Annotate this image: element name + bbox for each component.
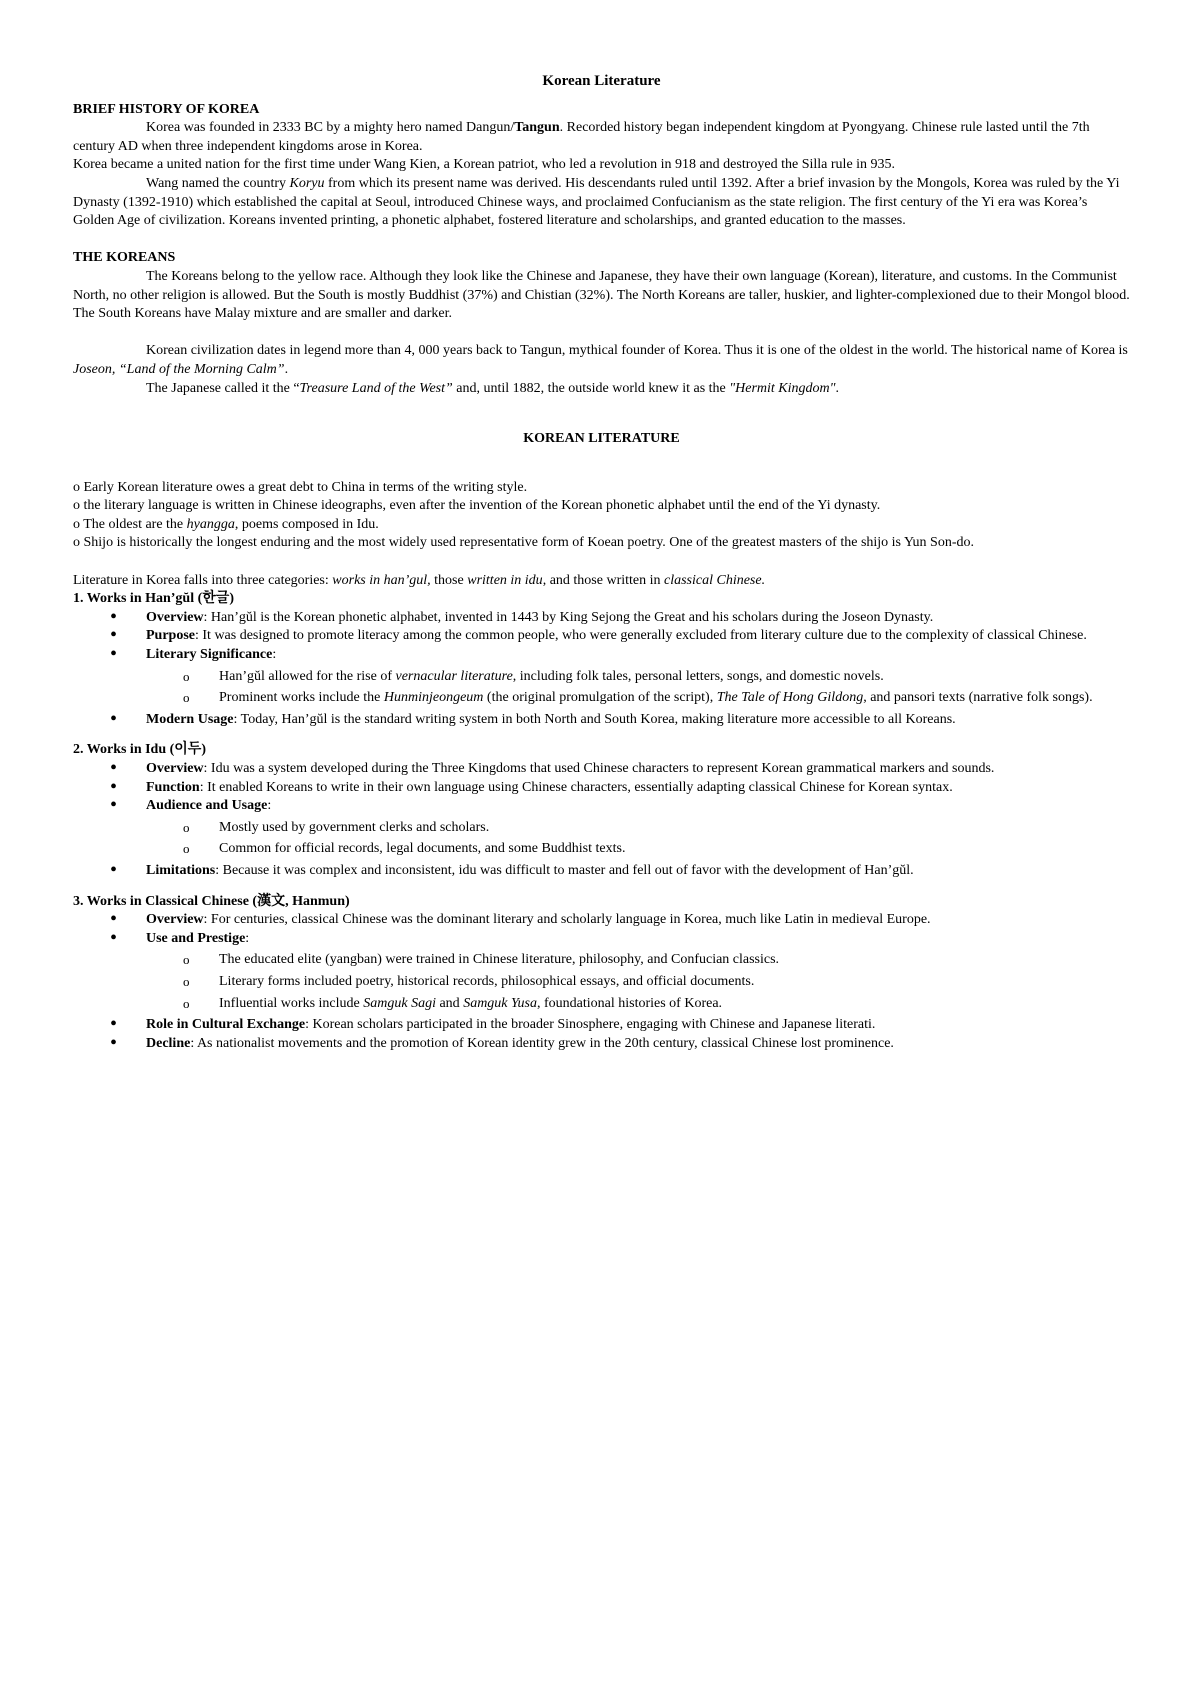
list-item [146, 646, 1130, 708]
sub-italic: vernacular literature [395, 668, 513, 684]
koreans-paragraph-1: The Koreans belong to the yellow race. Although they look like the Chinese and Japanese, they have their own language (Korean), literature, and customs. In the Communist North, no other religion is allowed. But the South is mostly Buddhist (37%) and Chistian (32%). The North Koreans are taller, huskier, and lighter-complexioned due to their Mongol blood. The South Koreans have Malay mixture and are smaller and darker. [73, 268, 1130, 322]
spacer [73, 231, 1130, 250]
item-label: Purpose [146, 628, 195, 644]
item-text: : It enabled Koreans to write in their own language using Chinese characters, essentially adapting classical Chinese for Korean syntax. [199, 779, 953, 795]
item-label: Limitations [146, 862, 216, 878]
sub-italic-2: Samguk Yusa [463, 995, 537, 1011]
hangul-list [73, 609, 1130, 730]
koreans-p3-text-mid: and, until 1882, the outside world knew it as the [452, 380, 730, 396]
koreans-p3-end: . [835, 380, 840, 396]
point-3-text: o The oldest are the [73, 516, 187, 532]
item-text: : [267, 798, 272, 814]
koreans-p2-text: Korean civilization dates in legend more than 4, 000 years back to Tangun, mythical founder of Korea. Thus it is one of the oldest in the world. The historical name of Korea is [146, 343, 1128, 359]
heading-works-classical-chinese: 3. Works in Classical Chinese (漢文, Hanmun) [73, 893, 350, 909]
item-text: : Korean scholars participated in the broader Sinosphere, engaging with Chinese and Japanese literati. [305, 1017, 876, 1033]
literature-point-3 [73, 516, 1130, 535]
item-text: : Idu was a system developed during the Three Kingdoms that used Chinese characters to represent Korean grammatical markers and sounds. [203, 761, 995, 776]
item-label: Use and Prestige [146, 930, 246, 946]
item-label: Decline [146, 1035, 191, 1051]
sub-text-mid: (the original promulgation of the script), [483, 690, 717, 706]
item-text: : For centuries, classical Chinese was the dominant literary and scholarly language in Korea, much like Latin in medieval Europe. [203, 912, 931, 928]
literature-categories [73, 572, 1130, 591]
categories-italic-3: classical Chinese. [664, 572, 766, 588]
categories-italic-2: written in idu [467, 572, 543, 588]
list-item [146, 627, 1130, 646]
categories-text-3: , and those written in [542, 572, 664, 588]
sub-list-item: o Literary forms included poetry, historical records, philosophical essays, and official documents. [219, 973, 1130, 992]
heading-works-idu: 2. Works in Idu (이두) [73, 742, 206, 758]
literature-point-2: o the literary language is written in Chinese ideographs, even after the invention of the Korean phonetic alphabet until the end of the Yi dynasty. [73, 498, 881, 514]
sub-text-end: , and pansori texts (narrative folk songs). [863, 690, 1093, 706]
history-paragraph-3 [73, 175, 1130, 231]
sub-text: Prominent works include the [219, 690, 384, 706]
classical-list [73, 911, 1130, 1053]
history-p3-text-end: from which its present name was derived. His descendants ruled until 1392. After a brief invasion by the Mongols, Korea was ruled by the Yi Dynasty (1392-1910) which established the capital at Seoul, introduced Chinese ways, and proclaimed Confucianism as the state religion. The first century of the Yi era was Korea’s Golden Age of civilization. Koreans invented printing, a phonetic alphabet, fostered literature and scholarships, and granted education to the masses. [73, 175, 1120, 229]
heading-works-hangul: 1. Works in Han’gŭl (한글) [73, 591, 234, 607]
item-label: Overview [146, 761, 204, 776]
history-p1-bold: Tangun [514, 120, 560, 136]
item-text: : As nationalist movements and the promotion of Korean identity grew in the 20th century, classical Chinese lost prominence. [190, 1035, 894, 1051]
koreans-p2-italic: Joseon, “Land of the Morning Calm” [73, 361, 285, 377]
spacer [73, 729, 1130, 741]
history-p1-text-end: . Recorded history began independent kingdom at Pyongyang. Chinese rule lasted until the 7th century AD when three independent kingdoms arose in Korea. [73, 120, 1090, 154]
document-title: Korean Literature [542, 73, 661, 89]
literature-point-4: o Shijo is historically the longest enduring and the most widely used representative form of Koean poetry. One of the greatest masters of the shijo is Yun Son-do. [73, 535, 974, 551]
heading-korean-literature: KOREAN LITERATURE [523, 431, 680, 447]
sub-text: Influential works include [219, 995, 364, 1011]
sub-list-item [219, 668, 1130, 687]
item-label: Function [146, 779, 200, 795]
sub-text-end: , including folk tales, personal letters, songs, and domestic novels. [512, 668, 884, 684]
spacer [73, 881, 1130, 893]
history-p3-italic: Koryu [289, 175, 325, 191]
literature-point-1: o Early Korean literature owes a great debt to China in terms of the writing style. [73, 479, 528, 495]
list-item [146, 609, 1130, 628]
item-label: Overview [146, 912, 204, 928]
list-item [146, 862, 1130, 881]
sub-list-item: o The educated elite (yangban) were trained in Chinese literature, philosophy, and Confucian classics. [219, 951, 1130, 970]
sub-italic-2: The Tale of Hong Gildong [716, 690, 864, 706]
sub-list-item [219, 995, 1130, 1014]
item-label: Overview [146, 609, 204, 625]
list-item [146, 711, 1130, 730]
point-3-end: , poems composed in Idu. [234, 516, 379, 532]
sub-list [146, 951, 1130, 1013]
sub-italic: Hunminjeongeum [383, 690, 484, 706]
categories-text: Literature in Korea falls into three categories: [73, 572, 333, 588]
list-item [146, 911, 1130, 930]
list-item [146, 760, 1130, 779]
idu-list [73, 760, 1130, 881]
koreans-p3-italic-2: "Hermit Kingdom" [729, 380, 836, 396]
sub-list-item [219, 689, 1130, 708]
item-text: : It was designed to promote literacy among the common people, who were generally excluded from literary culture due to the complexity of classical Chinese. [195, 628, 1087, 644]
item-text: : Today, Han’gŭl is the standard writing system in both North and South Korea, making literature more accessible to all Koreans. [233, 711, 956, 727]
item-text: : [272, 647, 277, 663]
list-item [146, 930, 1130, 1013]
list-item [146, 779, 1130, 798]
item-text: : Because it was complex and inconsistent, idu was difficult to master and fell out of favor with the development of Han’gŭl. [215, 862, 914, 878]
list-item [146, 797, 1130, 859]
sub-italic: Samguk Sagi [363, 995, 436, 1011]
history-p1-text: Korea was founded in 2333 BC by a mighty hero named Dangun/ [146, 120, 515, 136]
sub-text-mid: and [435, 995, 464, 1011]
spacer [73, 449, 1130, 479]
heading-brief-history: BRIEF HISTORY OF KOREA [73, 101, 260, 117]
sub-list-item: o Mostly used by government clerks and scholars. [219, 819, 1130, 838]
spacer [73, 398, 1130, 428]
koreans-p2-end: . [284, 361, 289, 377]
sub-list-item: o Common for official records, legal documents, and some Buddhist texts. [219, 840, 1130, 859]
heading-the-koreans: THE KOREANS [73, 250, 176, 266]
item-label: Audience and Usage [146, 798, 268, 814]
spacer [73, 553, 1130, 572]
item-text: : Han’gŭl is the Korean phonetic alphabet, invented in 1443 by King Sejong the Great and his scholars during the Joseon Dynasty. [203, 609, 934, 625]
list-item [146, 1035, 1130, 1054]
item-label: Role in Cultural Exchange [146, 1017, 306, 1033]
item-label: Modern Usage [146, 711, 234, 727]
sub-text-end: , foundational histories of Korea. [536, 995, 723, 1011]
koreans-p3-italic: Treasure Land of the West” [299, 380, 453, 396]
sub-list [146, 819, 1130, 859]
sub-list [146, 668, 1130, 708]
categories-italic-1: works in han’gul, [332, 572, 431, 588]
history-paragraph-2: Korea became a united nation for the first time under Wang Kien, a Korean patriot, who led a revolution in 918 and destroyed the Silla rule in 935. [73, 157, 896, 173]
koreans-paragraph-2 [73, 342, 1130, 379]
list-item [146, 1016, 1130, 1035]
history-paragraph-1 [73, 119, 1130, 156]
item-label: Literary Significance [146, 647, 273, 663]
point-3-italic: hyangga [186, 516, 235, 532]
koreans-paragraph-3 [73, 380, 1130, 399]
spacer [73, 324, 1130, 343]
koreans-p3-text: The Japanese called it the “ [146, 380, 300, 396]
categories-text-2: those [430, 572, 468, 588]
sub-text: Han’gŭl allowed for the rise of [219, 668, 396, 684]
item-text: : [245, 930, 250, 946]
history-p3-text: Wang named the country [146, 175, 290, 191]
